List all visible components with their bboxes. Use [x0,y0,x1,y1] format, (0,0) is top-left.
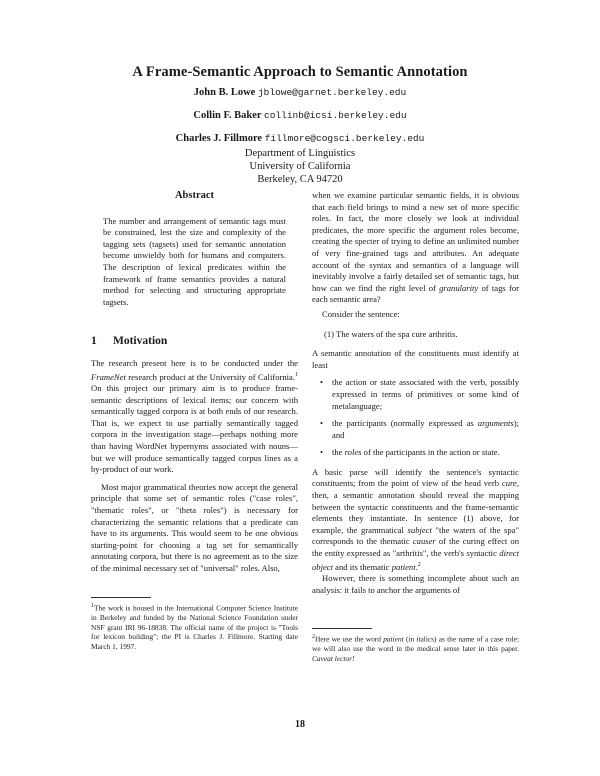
footnote-marker: 2 [417,561,421,568]
author-email: jblowe@garnet.berkeley.edu [257,87,407,98]
abstract-heading: Abstract [174,190,215,201]
motivation-paragraph-1: The research present here is to be conducted under the FrameNet research product at the University of California.$^1$ On this project our primary aim is to produce frame-semantic descriptions of lexical items; our concern with semantically tagged corpora is at both ends of our research. That is, we expect to use partially semantically tagged corpora in the investigation stage—perhaps nothing more than having WordNet hypernyms associated with nouns—but we will produce semantically tagged corpus lines as a by-product of our work. [91,357,298,475]
paper-title: A Frame-Semantic Approach to Semantic Annotation [132,64,468,80]
section-heading [91,336,298,348]
list-item: • the roles of the participants in the action or state. [332,447,519,459]
right-paragraph-3: A semantic annotation of the constituents must identify at least [312,348,519,370]
author-name: Collin F. Baker [193,110,262,121]
bullet-list [312,377,519,459]
section-number: 1 [91,335,97,348]
list-item: • the participants (normally expressed as arguments); and [332,418,519,441]
motivation-paragraph-2: Most major grammatical theories now accept the general principle that some set of semantic roles ("case roles", "thematic roles", or "theta roles") is necessary for characterizing the semantic relations that a predicate can have to its arguments. This would seem to be one obvious starting-point for choosing a tag set for semantically annotating corpora, but there is no agreement as to the size of the minimal necessary set of "universal" roles. Also, [91,481,298,573]
author-3 [0,133,600,144]
affiliation-dept: Department of Linguistics [244,148,356,159]
list-item: • the action or state associated with the verb, possibly expressed in terms of primitives or some kind of metalanguage; [332,377,519,412]
abstract-text: The number and arrangement of semantic tags must be constrained, lest the size and complexity of the tagging sets (tagsets) used for semantic annotation become unwieldy both for humans and computers. The description of lexical predicates within the framework of frame semantics provides a natural method for selecting and structuring appropriate tagsets. [103,215,286,307]
footnote-2: $^2$Here we use the word patient (in italics) as the name of a case role; we will also use the word in the medical sense later in this paper. Caveat lector! [312,634,519,663]
footnote-rule [91,597,151,598]
right-paragraph-2: Consider the sentence: [322,308,400,319]
footnote-marker: 1 [295,371,298,378]
right-paragraph-4: A basic parse will identify the sentence's syntactic constituents; from the point of view of the head verb cure, then, a semantic annotation should reveal the mapping between the syntactic constituents and the frame-semantic elements they instantiate. In sentence (1) above, for example, the grammatical subject "the waters of the spa" corresponds to the thematic causer of the curing effect on the entity expressed as "arthritis", the verb's syntactic direct object and its thematic patient.$^2$ [312,466,520,572]
page-number: 18 [295,719,305,730]
footnote-1: $^1$The work is housed in the International Computer Science Institute in Berkeley and funded by the National Science Foundation under NSF grant IRI 96-18838. The official name of the project is "Tools for lexicon building"; the PI is Charles J. Fillmore. Starting date March 1, 1997. [91,603,298,651]
section-title: Motivation [113,335,168,348]
right-paragraph-1: when we examine particular semantic fields, it is obvious that each field brings to mind a new set of more specific roles. In fact, the more closely we look at individual predicates, the more specific the argument roles become, creating the specter of trying to define an unlimited number of very fine-grained tags and attributes. An adequate account of the syntax and semantics of a language will inevitably involve a fairly detailed set of semantic tags, but how can we find the right level of granularity of tags for each semantic area? [312,190,519,305]
author-2 [0,110,600,121]
author-name: John B. Lowe [193,87,256,98]
left-column [91,190,298,574]
author-1 [0,87,600,98]
right-paragraph-5: However, there is something incomplete about such an analysis: it fails to anchor the arguments of [312,573,519,595]
footnote-rule [312,628,372,629]
right-column [312,190,519,596]
author-email: fillmore@cogsci.berkeley.edu [264,133,425,144]
example-sentence: (1) The waters of the spa cure arthritis. [324,328,458,339]
affiliation-univ: University of California [249,161,351,172]
affiliation-city: Berkeley, CA 94720 [257,174,343,185]
author-name: Charles J. Fillmore [175,133,263,144]
author-email: collinb@icsi.berkeley.edu [264,110,407,121]
